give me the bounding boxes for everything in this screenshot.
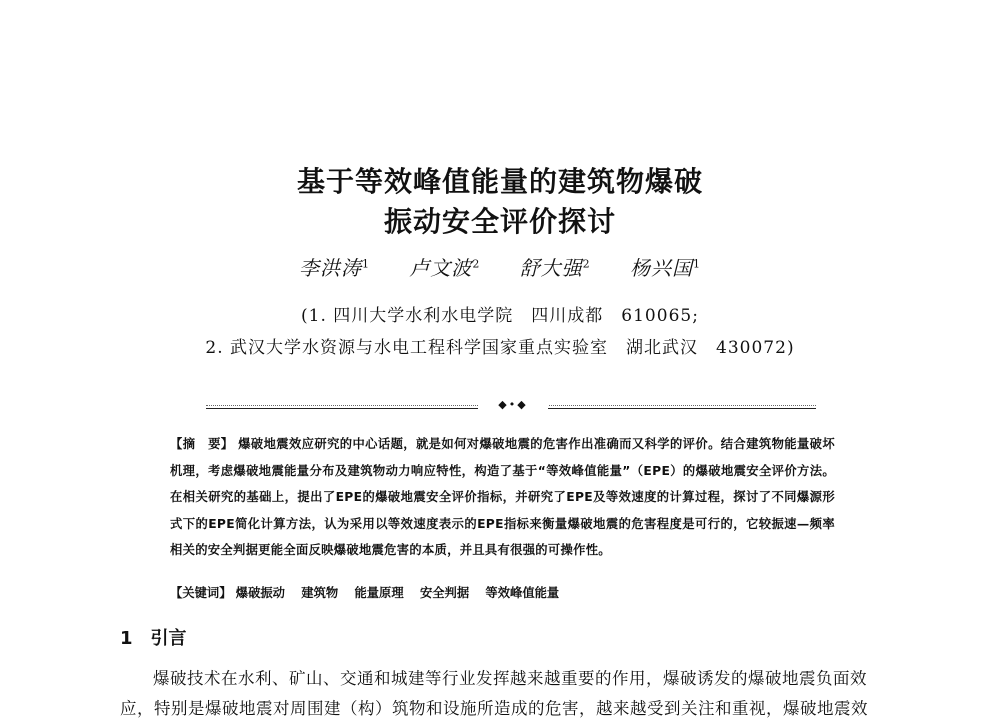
keywords xyxy=(170,580,835,606)
affiliation-line-2: 2. 武汉大学水资源与水电工程科学国家重点实验室 湖北武汉 430072) xyxy=(205,338,795,358)
paper-title-line-1: 基于等效峰值能量的建筑物爆破 xyxy=(296,165,703,198)
keyword-item: 能量原理 xyxy=(354,586,404,600)
section-number: 1 xyxy=(120,628,133,649)
section-title: 引言 xyxy=(150,628,187,649)
keyword-item: 安全判据 xyxy=(419,586,470,600)
author-2: 卢文波$^2$ xyxy=(409,256,481,280)
author-list xyxy=(0,252,1000,281)
abstract xyxy=(170,431,835,564)
divider-ornament: ◆•◆ xyxy=(478,398,548,412)
keyword-item: 建筑物 xyxy=(301,586,339,600)
keyword-item: 爆破振动 xyxy=(235,586,285,600)
keywords-label: 【关键词】 xyxy=(170,586,232,600)
author-3: 舒大强$^2$ xyxy=(519,256,591,280)
abstract-label: 【摘 要】 xyxy=(170,437,234,451)
abstract-text: 爆破地震效应研究的中心话题，就是如何对爆破地震的危害作出准确而又科学的评价。结合建筑物能量破坏机理，考虑爆破地震能量分布及建筑物动力响应特性，构造了基于“等效峰值能量”（EPE）的爆破地震安全评价方法。在相关研究的基础上，提出了EPE的爆破地震安全评价指标，并研究了EPE及等效速度的计算过程，探讨了不同爆源形式下的EPE简化计算方法，认为采用以等效速度表示的EPE指标来衡量爆破地震的危害程度是可行的，它较振速—频率相关的安全判据更能全面反映爆破地震危害的本质，并且具有很强的可操作性。 xyxy=(170,437,835,558)
section-heading xyxy=(120,624,187,650)
author-1: 李洪涛$^1$ xyxy=(298,256,370,280)
paper-title-line-2: 振动安全评价探讨 xyxy=(383,205,616,238)
affiliation-line-1: (1. 四川大学水利水电学院 四川成都 610065; xyxy=(301,306,699,326)
body-paragraph: 爆破技术在水利、矿山、交通和城建等行业发挥越来越重要的作用，爆破诱发的爆破地震负面效应，特别是爆破地震对周围建（构）筑物和设施所造成的危害，越来越受到关注和重视，爆破地震效 xyxy=(120,669,868,718)
keyword-item: 等效峰值能量 xyxy=(485,586,560,600)
author-4: 杨兴国$^1$ xyxy=(630,256,702,280)
